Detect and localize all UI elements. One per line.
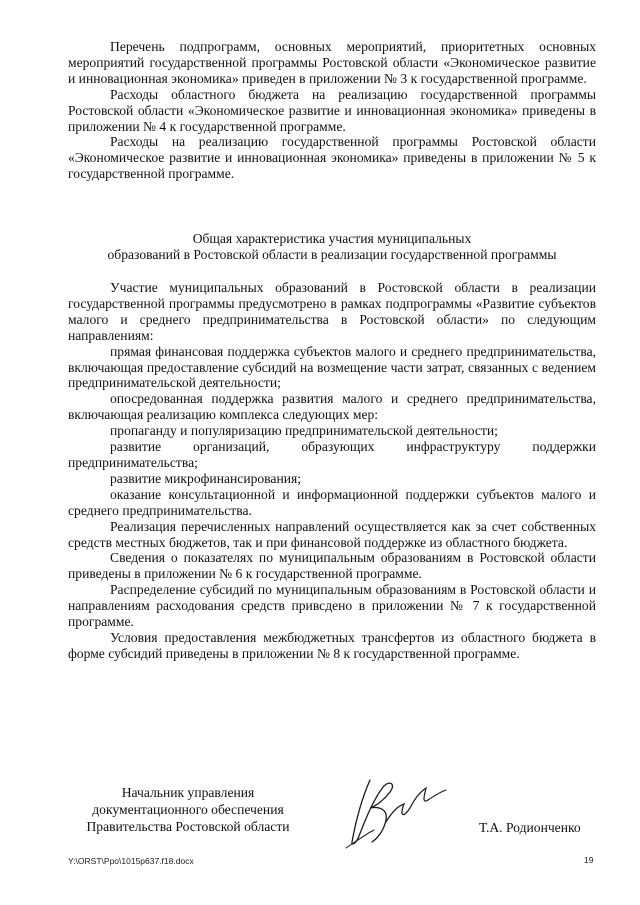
section-heading-line-1: Общая характеристика участия муниципальных (192, 231, 472, 246)
paragraph-subsidy-distribution: Распределение субсидий по муниципальным образованиям в Ростовской области и направлениям расходования средств привсдено в приложении № 7 к государственной программе. (68, 582, 596, 630)
paragraph-implementation: Реализация перечисленных направлений осуществляется как за счет собственных средств местных бюджетов, так и при финансовой поддержке из областного бюджета. (68, 518, 596, 550)
signatory-position (68, 784, 308, 835)
signatory-position-line-2: документационного обеспечения (92, 802, 284, 817)
signatory-position-line-1: Начальник управления (121, 785, 255, 800)
paragraph-infrastructure: развитие организаций, образующих инфраструктуру поддержки предпринимательства; (68, 439, 596, 470)
paragraph-transfer-conditions: Условия предоставления межбюджетных трансфертов из областного бюджета в форме субсидий приведены в приложении № 8 к государственной программе. (68, 629, 596, 661)
body-paragraphs (68, 280, 596, 662)
paragraph-municipal-participation: Участие муниципальных образований в Ростовской области в реализации государственной программы предусмотрено в рамках подпрограммы «Развитие субъектов малого и среднего предпринимательства в Ростовской области» по следующим направлениям: (68, 280, 596, 343)
paragraph-program-expenses: Расходы на реализацию государственной программы Ростовской области «Экономическое развитие и инновационная экономика» приведены в приложении № 5 к государственной программе. (68, 134, 596, 182)
paragraph-direct-support: прямая финансовая поддержка субъектов малого и среднего предпринимательства, включающая предоставление субсидий на возмещение части затрат, связанных с ведением предпринимательской деятельности; (68, 343, 596, 391)
page-number: 19 (584, 855, 594, 865)
paragraph-consulting: оказание консультационной и информационной поддержки субъектов малого и среднего предпринимательства. (68, 486, 596, 518)
paragraph-indicators: Сведения о показателях по муниципальным образованиям в Ростовской области приведены в приложении № 6 к государственной программе. (68, 550, 596, 582)
paragraph-indirect-support: опосредованная поддержка развития малого и среднего предпринимательства, включающая реализацию комплекса следующих мер: (68, 391, 596, 423)
paragraph-subprograms-list: Перечень подпрограмм, основных мероприятий, приоритетных основных мероприятий государственной программы Ростовской области «Экономическое развитие и инновационная экономика» приведен в приложении № 3 к государственной программе. (68, 39, 596, 86)
handwritten-signature (340, 770, 450, 850)
signer-name: Т.А. Родионченко (479, 820, 581, 835)
footer-file-path: Y:\ORST\Ppo\1015p637.f18.docx (68, 856, 194, 866)
top-paragraphs (68, 39, 596, 182)
paragraph-microfinance: развитие микрофинансирования; (110, 470, 302, 486)
signatory-position-line-3: Правительства Ростовской области (86, 819, 290, 834)
section-heading-line-2: образований в Ростовской области в реализации государственной программы (107, 246, 557, 262)
section-heading (68, 231, 596, 263)
paragraph-promotion: пропаганду и популяризацию предпринимательской деятельности; (110, 423, 498, 439)
paragraph-regional-budget-expenses: Расходы областного бюджета на реализацию государственной программы Ростовской области «Экономическое развитие и инновационная экономика» приведены в приложении № 4 к государственной программе. (68, 86, 596, 134)
